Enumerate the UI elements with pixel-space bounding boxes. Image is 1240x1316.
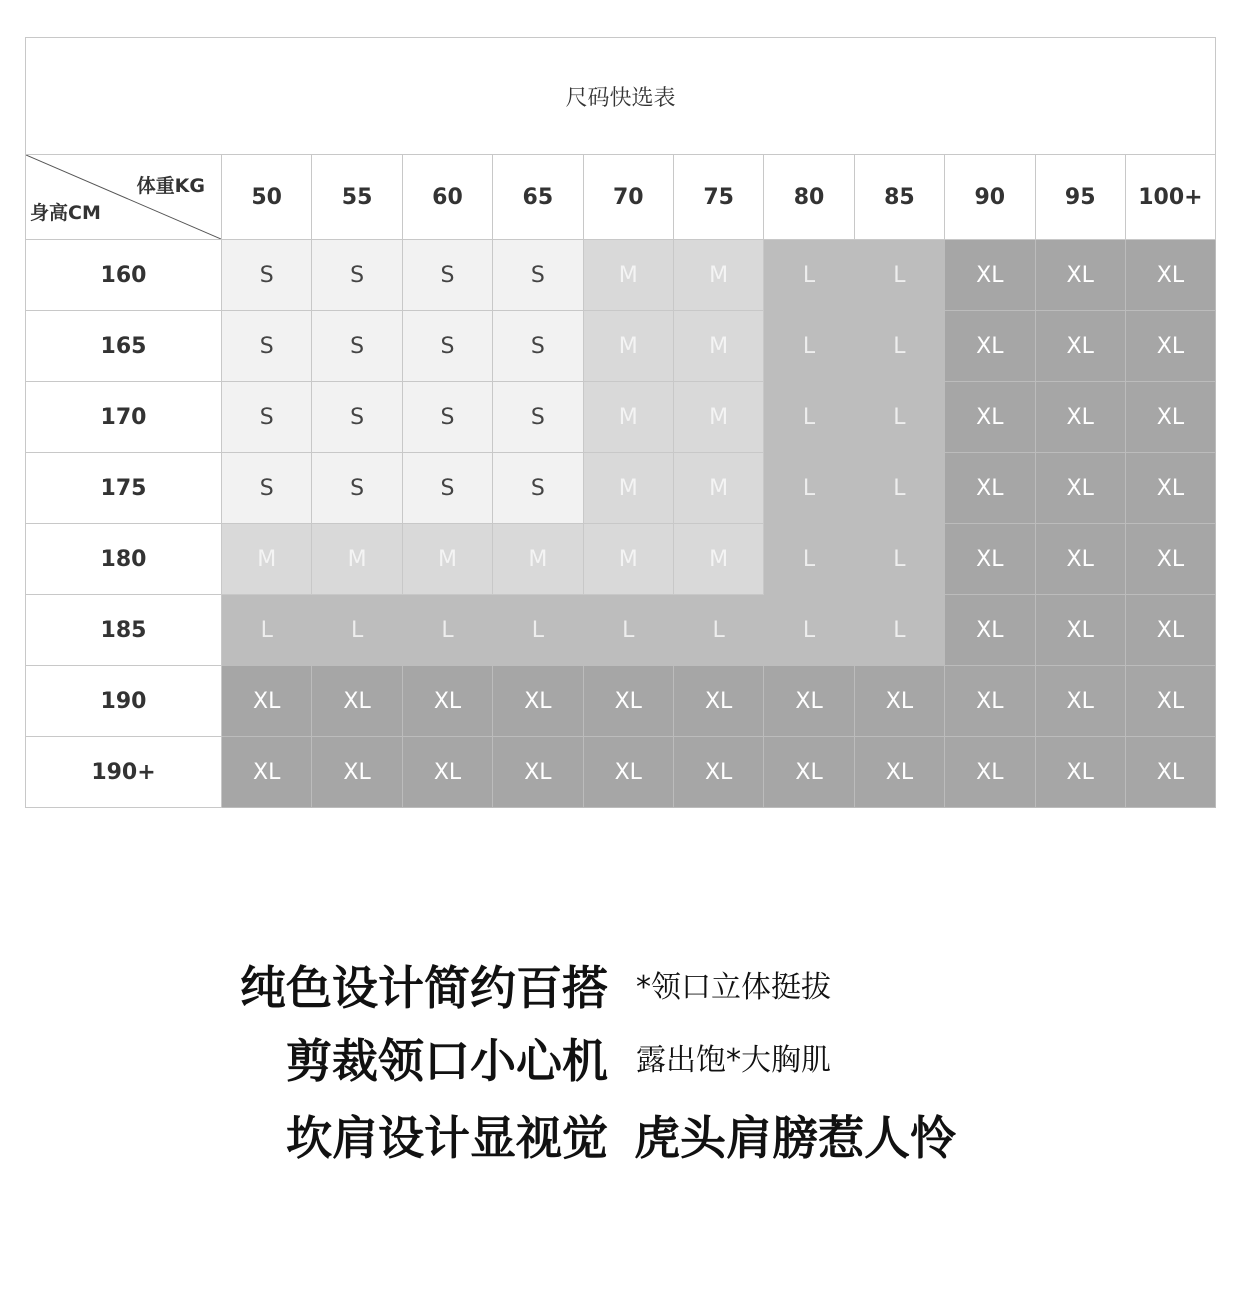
size-cell: L <box>402 595 492 666</box>
size-cell: L <box>673 595 763 666</box>
height-label: 170 <box>26 382 222 453</box>
height-label: 185 <box>26 595 222 666</box>
weight-header: 65 <box>493 155 583 240</box>
size-cell: XL <box>945 311 1035 382</box>
table-row <box>26 311 1216 382</box>
size-cell: XL <box>764 737 854 808</box>
size-cell: S <box>312 382 402 453</box>
size-cell: XL <box>945 666 1035 737</box>
slogan-line-2 <box>0 1031 1240 1091</box>
size-cell: XL <box>1035 595 1125 666</box>
size-cell: XL <box>1125 666 1215 737</box>
size-cell: XL <box>945 595 1035 666</box>
size-cell: M <box>673 524 763 595</box>
table-title: 尺码快选表 <box>26 38 1216 155</box>
table-row <box>26 524 1216 595</box>
size-cell: L <box>764 382 854 453</box>
size-cell: XL <box>1125 737 1215 808</box>
slogan-main: 坎肩设计显视觉 <box>286 1111 608 1165</box>
size-cell: XL <box>1035 311 1125 382</box>
size-cell: XL <box>493 737 583 808</box>
slogan-main: 剪裁领口小心机 <box>286 1034 608 1088</box>
size-cell: M <box>673 453 763 524</box>
size-cell: S <box>493 453 583 524</box>
slogan-main: 纯色设计简约百搭 <box>240 961 608 1015</box>
size-cell: XL <box>1035 240 1125 311</box>
size-chart-table <box>25 37 1216 808</box>
table-row <box>26 382 1216 453</box>
size-cell: M <box>673 311 763 382</box>
size-cell: S <box>222 311 312 382</box>
size-cell: XL <box>673 737 763 808</box>
size-cell: S <box>402 453 492 524</box>
table-row <box>26 666 1216 737</box>
weight-axis-label: 体重KG <box>136 175 205 197</box>
size-cell: S <box>222 240 312 311</box>
size-cell: M <box>583 240 673 311</box>
size-cell: L <box>312 595 402 666</box>
size-cell: S <box>493 240 583 311</box>
size-cell: M <box>493 524 583 595</box>
size-cell: XL <box>583 666 673 737</box>
size-cell: XL <box>222 737 312 808</box>
size-cell: XL <box>1035 453 1125 524</box>
slogan-sub: 露出饱*大胸肌 <box>636 1043 831 1078</box>
size-cell: XL <box>1125 311 1215 382</box>
size-cell: XL <box>1035 524 1125 595</box>
size-cell: XL <box>1125 240 1215 311</box>
size-cell: XL <box>1125 382 1215 453</box>
size-cell: L <box>854 595 944 666</box>
size-cell: L <box>854 453 944 524</box>
size-cell: M <box>673 240 763 311</box>
size-cell: L <box>222 595 312 666</box>
size-cell: L <box>764 240 854 311</box>
size-cell: XL <box>1035 666 1125 737</box>
size-cell: XL <box>312 737 402 808</box>
size-cell: XL <box>945 737 1035 808</box>
size-cell: XL <box>945 453 1035 524</box>
weight-header: 85 <box>854 155 944 240</box>
size-cell: XL <box>222 666 312 737</box>
table-row <box>26 737 1216 808</box>
size-cell: S <box>402 240 492 311</box>
size-cell: L <box>764 453 854 524</box>
weight-header: 95 <box>1035 155 1125 240</box>
height-label: 190 <box>26 666 222 737</box>
size-cell: S <box>222 453 312 524</box>
size-cell: XL <box>854 666 944 737</box>
size-cell: L <box>764 524 854 595</box>
size-cell: L <box>854 240 944 311</box>
corner-cell <box>26 155 222 240</box>
height-label: 175 <box>26 453 222 524</box>
weight-header: 50 <box>222 155 312 240</box>
size-cell: S <box>493 382 583 453</box>
size-cell: XL <box>945 240 1035 311</box>
table-row <box>26 595 1216 666</box>
size-cell: XL <box>402 666 492 737</box>
size-cell: L <box>854 311 944 382</box>
size-cell: XL <box>764 666 854 737</box>
size-cell: XL <box>1035 382 1125 453</box>
size-cell: XL <box>493 666 583 737</box>
size-cell: M <box>583 382 673 453</box>
slogan-line-1 <box>0 958 1240 1018</box>
size-cell: XL <box>1125 453 1215 524</box>
slogan-sub: 虎头肩膀惹人怜 <box>634 1111 956 1165</box>
height-label: 160 <box>26 240 222 311</box>
size-cell: S <box>402 311 492 382</box>
size-cell: L <box>854 524 944 595</box>
size-cell: L <box>854 382 944 453</box>
weight-header: 75 <box>673 155 763 240</box>
height-axis-label: 身高CM <box>30 202 101 224</box>
weight-header: 60 <box>402 155 492 240</box>
size-cell: S <box>312 240 402 311</box>
weight-header: 90 <box>945 155 1035 240</box>
size-cell: L <box>764 311 854 382</box>
size-cell: XL <box>312 666 402 737</box>
size-cell: L <box>493 595 583 666</box>
size-cell: XL <box>402 737 492 808</box>
weight-header-row <box>26 155 1216 240</box>
slogan-line-3 <box>0 1108 1240 1168</box>
table-row <box>26 240 1216 311</box>
table-row <box>26 453 1216 524</box>
weight-header: 55 <box>312 155 402 240</box>
size-cell: XL <box>1035 737 1125 808</box>
weight-header: 100+ <box>1125 155 1215 240</box>
size-cell: S <box>493 311 583 382</box>
size-cell: XL <box>945 382 1035 453</box>
size-cell: S <box>312 311 402 382</box>
size-cell: M <box>673 382 763 453</box>
size-cell: XL <box>1125 595 1215 666</box>
size-cell: M <box>222 524 312 595</box>
slogan-sub: *领口立体挺拔 <box>636 970 831 1005</box>
size-cell: M <box>583 453 673 524</box>
size-cell: XL <box>854 737 944 808</box>
size-cell: S <box>222 382 312 453</box>
size-cell: M <box>312 524 402 595</box>
size-cell: L <box>583 595 673 666</box>
size-cell: M <box>402 524 492 595</box>
height-label: 180 <box>26 524 222 595</box>
height-label: 165 <box>26 311 222 382</box>
size-cell: XL <box>945 524 1035 595</box>
size-cell: XL <box>673 666 763 737</box>
weight-header: 70 <box>583 155 673 240</box>
size-cell: M <box>583 311 673 382</box>
weight-header: 80 <box>764 155 854 240</box>
size-cell: L <box>764 595 854 666</box>
size-cell: M <box>583 524 673 595</box>
size-cell: XL <box>1125 524 1215 595</box>
height-label: 190+ <box>26 737 222 808</box>
size-cell: S <box>402 382 492 453</box>
size-cell: S <box>312 453 402 524</box>
size-cell: XL <box>583 737 673 808</box>
